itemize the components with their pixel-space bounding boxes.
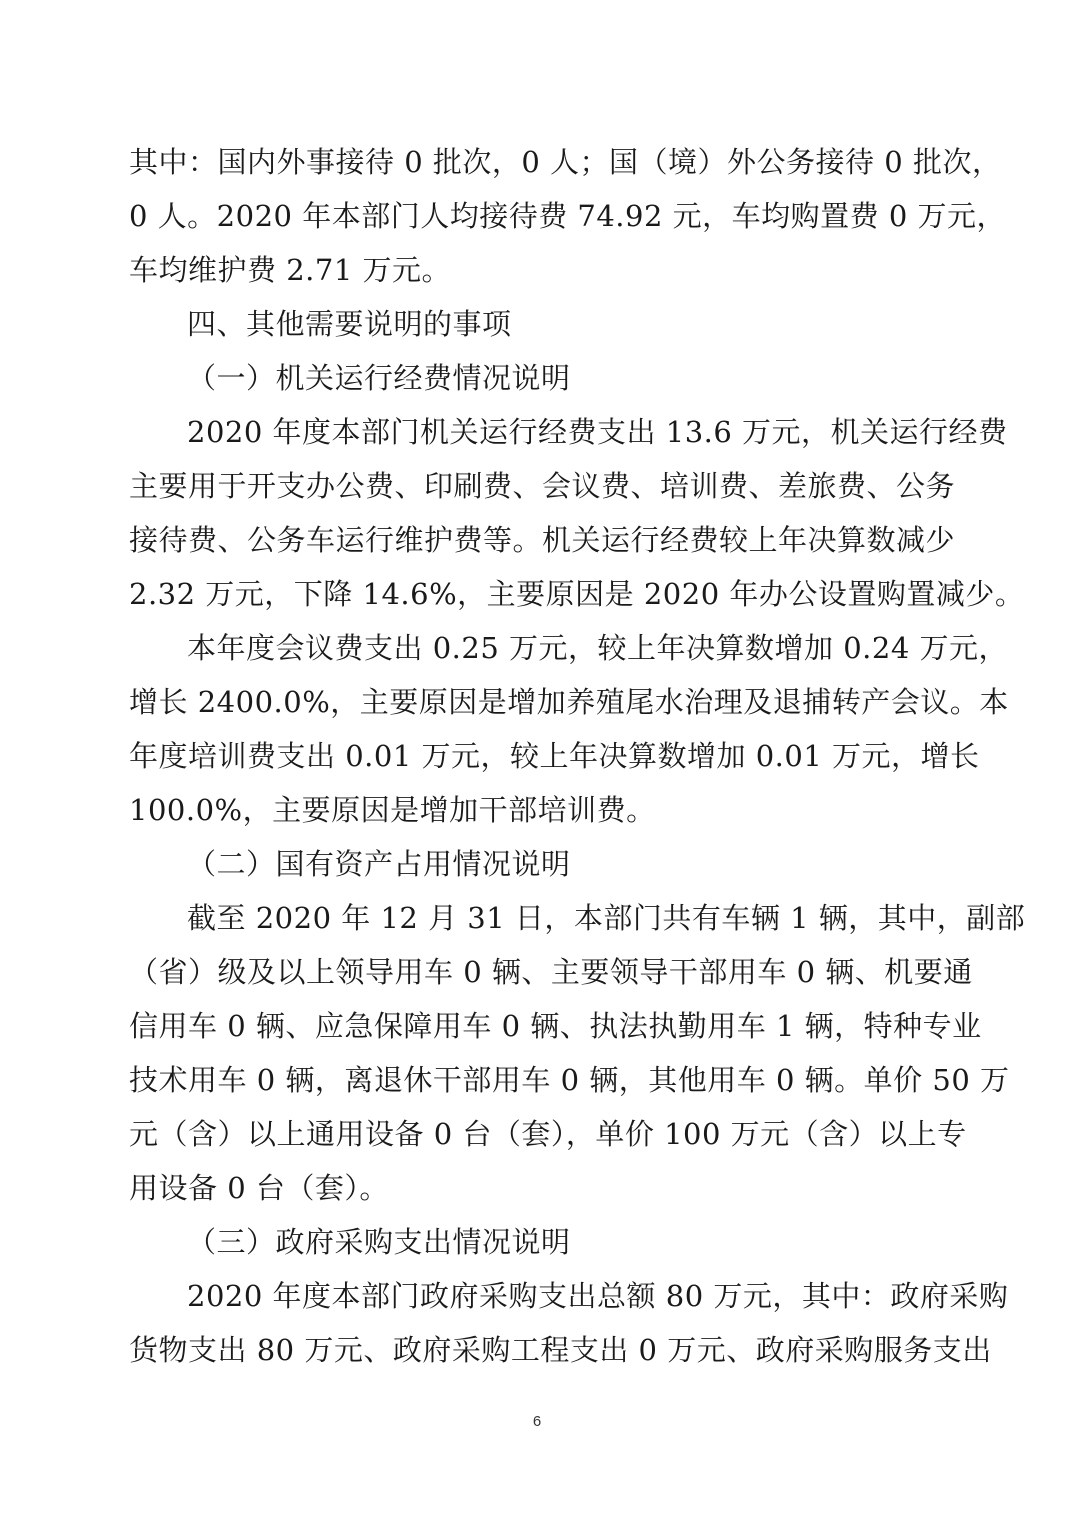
paragraph-line: 2.32 万元，下降 14.6%，主要原因是 2020 年办公设置购置减少。 bbox=[129, 577, 1025, 611]
paragraph-line: 增长 2400.0%，主要原因是增加养殖尾水治理及退捕转产会议。本 bbox=[129, 685, 1009, 719]
subsection-heading: （二）国有资产占用情况说明 bbox=[187, 847, 571, 881]
paragraph-line: 技术用车 0 辆，离退休干部用车 0 辆，其他用车 0 辆。单价 50 万 bbox=[129, 1063, 1010, 1097]
paragraph-line: 2020 年度本部门机关运行经费支出 13.6 万元，机关运行经费 bbox=[187, 415, 1008, 449]
paragraph-line: 信用车 0 辆、应急保障用车 0 辆、执法执勤用车 1 辆，特种专业 bbox=[129, 1009, 982, 1043]
subsection-heading: （一）机关运行经费情况说明 bbox=[187, 361, 571, 395]
paragraph-line: （省）级及以上领导用车 0 辆、主要领导干部用车 0 辆、机要通 bbox=[129, 955, 973, 989]
paragraph-line: 其中：国内外事接待 0 批次，0 人；国（境）外公务接待 0 批次， bbox=[129, 145, 1002, 179]
paragraph-line: 元（含）以上通用设备 0 台（套），单价 100 万元（含）以上专 bbox=[129, 1117, 967, 1151]
paragraph-line: 100.0%，主要原因是增加干部培训费。 bbox=[129, 793, 656, 827]
paragraph-line: 本年度会议费支出 0.25 万元，较上年决算数增加 0.24 万元， bbox=[187, 631, 1009, 665]
page-number: 6 bbox=[532, 1413, 542, 1430]
paragraph-line: 接待费、公务车运行维护费等。机关运行经费较上年决算数减少 bbox=[129, 523, 956, 557]
paragraph-line: 0 人。2020 年本部门人均接待费 74.92 元，车均购置费 0 万元， bbox=[129, 199, 1007, 233]
paragraph-line: 截至 2020 年 12 月 31 日，本部门共有车辆 1 辆，其中，副部 bbox=[187, 901, 1026, 935]
paragraph-line: 主要用于开支办公费、印刷费、会议费、培训费、差旅费、公务 bbox=[129, 469, 956, 503]
paragraph-line: 年度培训费支出 0.01 万元，较上年决算数增加 0.01 万元，增长 bbox=[129, 739, 980, 773]
paragraph-line: 2020 年度本部门政府采购支出总额 80 万元，其中：政府采购 bbox=[187, 1279, 1009, 1313]
document-body bbox=[129, 135, 1026, 1377]
section-heading: 四、其他需要说明的事项 bbox=[187, 307, 512, 341]
paragraph-line: 用设备 0 台（套）。 bbox=[129, 1171, 389, 1205]
paragraph-line: 货物支出 80 万元、政府采购工程支出 0 万元、政府采购服务支出 bbox=[129, 1333, 992, 1367]
paragraph-line: 车均维护费 2.71 万元。 bbox=[129, 253, 452, 287]
subsection-heading: （三）政府采购支出情况说明 bbox=[187, 1225, 571, 1259]
